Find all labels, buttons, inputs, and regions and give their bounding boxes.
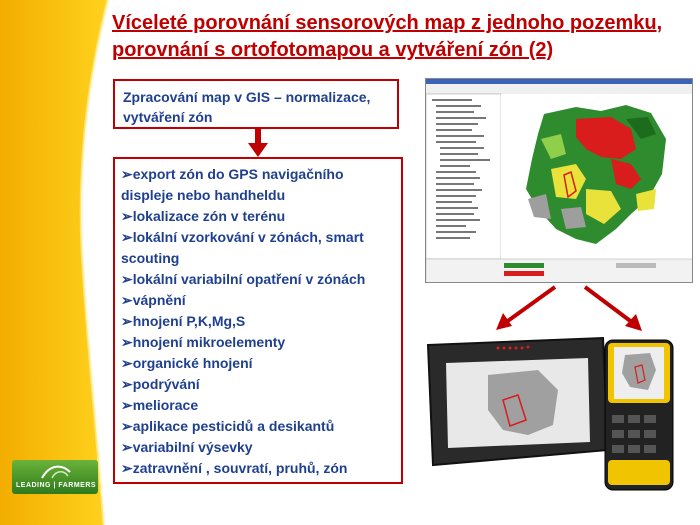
arrow-bullet-icon: ➢ — [121, 334, 133, 350]
handheld-device-image — [600, 335, 680, 495]
arrow-bullet-icon: ➢ — [121, 418, 133, 434]
list-item — [121, 206, 395, 227]
arrow-bullet-icon: ➢ — [121, 376, 133, 392]
list-item-text: lokální variabilní opatření v zónách — [132, 271, 366, 287]
list-item-text: hnojení P,K,Mg,S — [132, 313, 246, 329]
list-item — [121, 353, 395, 374]
gps-navigation-display-image — [418, 330, 618, 470]
list-item — [121, 164, 395, 185]
list-item-text: displeje nebo handheldu — [121, 187, 286, 203]
list-item-text: organické hnojení — [132, 355, 253, 371]
list-item-text: aplikace pesticidů a desikantů — [132, 418, 335, 434]
list-item — [121, 248, 395, 269]
arrow-bullet-icon: ➢ — [121, 208, 133, 224]
logo-text: LEADING | FARMERS — [16, 482, 97, 489]
down-arrow-icon — [248, 129, 268, 159]
arrow-bullet-icon: ➢ — [121, 166, 133, 182]
arrow-bullet-icon: ➢ — [121, 355, 133, 371]
list-item — [121, 269, 395, 290]
list-item-text: scouting — [121, 250, 180, 266]
list-item — [121, 311, 395, 332]
list-item — [121, 437, 395, 458]
list-item — [121, 395, 395, 416]
title-line-2: porovnání s ortofotomapou a vytváření zón (2) — [112, 39, 554, 61]
list-item — [121, 290, 395, 311]
list-item — [121, 227, 395, 248]
list-item-text: vápnění — [132, 292, 186, 308]
list-item-text: meliorace — [132, 397, 199, 413]
list-item — [121, 416, 395, 437]
arrow-bullet-icon: ➢ — [121, 313, 133, 329]
gis-software-screenshot — [425, 78, 693, 283]
list-item — [121, 458, 395, 479]
list-item — [121, 374, 395, 395]
page-title — [112, 10, 692, 64]
arrow-bullet-icon: ➢ — [121, 229, 133, 245]
arrow-bullet-icon: ➢ — [121, 292, 133, 308]
list-item-text: podrývání — [132, 376, 200, 392]
list-item-text: export zón do GPS navigačního — [132, 166, 344, 182]
list-item-text: lokální vzorkování v zónách, smart — [132, 229, 364, 245]
leading-farmers-logo — [12, 460, 98, 494]
list-item-text: variabilní výsevky — [132, 439, 253, 455]
list-item — [121, 185, 395, 206]
arrow-bullet-icon: ➢ — [121, 397, 133, 413]
arrow-bullet-icon: ➢ — [121, 460, 133, 476]
list-item-text: hnojení mikroelementy — [132, 334, 286, 350]
gis-processing-box: Zpracování map v GIS – normalizace, vytváření zón — [113, 79, 399, 129]
list-item-text: lokalizace zón v terénu — [132, 208, 286, 224]
list-item-text: zatravnění , souvratí, pruhů, zón — [132, 460, 348, 476]
title-line-1: Víceleté porovnání sensorových map z jednoho pozemku, — [112, 12, 663, 34]
list-item — [121, 332, 395, 353]
arrow-bullet-icon: ➢ — [121, 271, 133, 287]
zone-usage-list — [113, 157, 403, 484]
arrow-bullet-icon: ➢ — [121, 439, 133, 455]
gis-map-window — [426, 79, 693, 283]
